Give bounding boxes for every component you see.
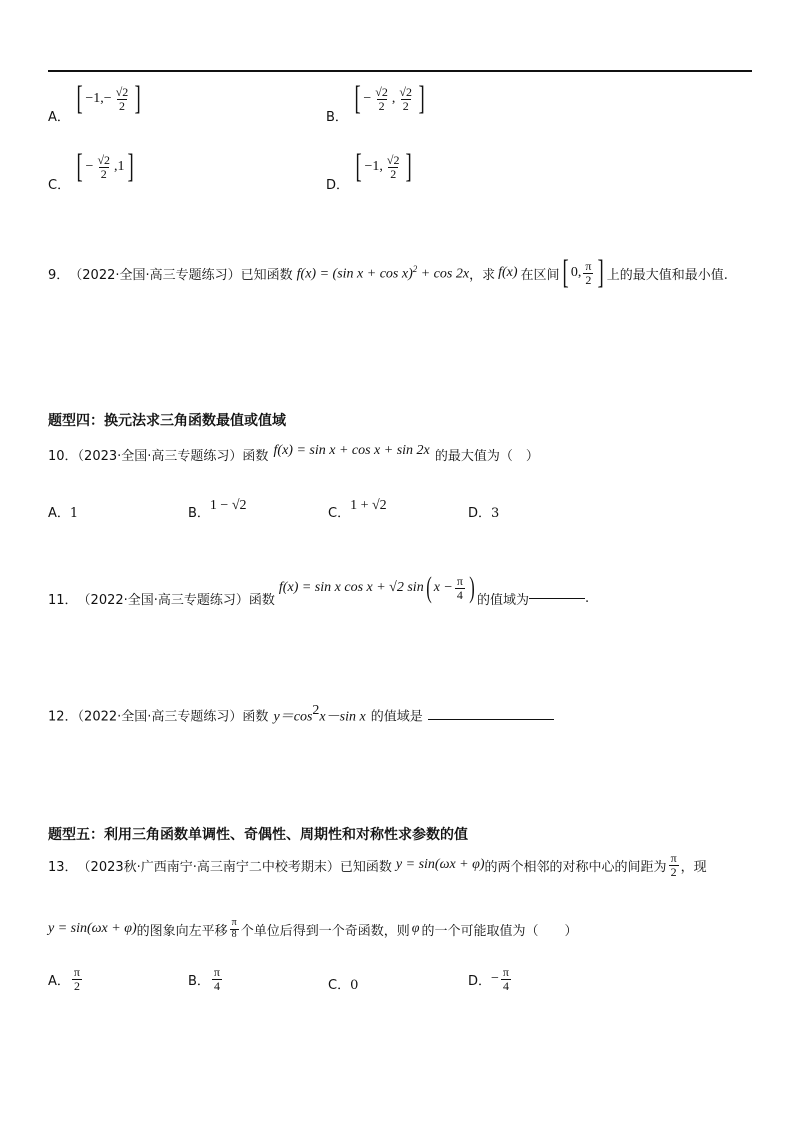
q8-option-c: C． [ − $\frac{√2}{2}$ ,1 ] (48, 148, 134, 193)
fraction: $\frac{\pi}{2}$ (670, 851, 677, 879)
q13-option-b: B． $\frac{\pi}{4}$ (188, 965, 220, 993)
fraction: $\frac{\pi}{2}$ (585, 258, 592, 287)
q13-option-d: D． − $\frac{\pi}{4}$ (468, 965, 509, 993)
question-9: 9． （2022·全国·高三专题练习） 已知函数 f(x) = (sin x + cos x)$^2$ + cos 2x ，求 f(x) 在区间 [ 0, $\frac{\pi}{2}$ ] 上的最大值和最小值. (48, 254, 728, 291)
question-13: 13． （2023秋·广西南宁·高三南宁二中校考期末） 已知函数 y = sin(ωx + φ) 的两个相邻的对称中心的间距为 $\frac{\pi}{2}$ ，现 (48, 851, 707, 879)
fraction: $\frac{√2}{2}$ (375, 84, 388, 113)
q10-option-a: A．1 (48, 506, 79, 521)
section-heading-4: 题型四：换元法求三角函数最值或值域 (48, 413, 286, 429)
q10-option-d: D．3 (468, 506, 500, 521)
q8-option-d: D． [ −1, $\frac{√2}{2}$ ] (326, 148, 413, 193)
fraction: $\frac{\pi}{4}$ (502, 965, 509, 993)
question-12: 12．（2022·全国·高三专题练习）函数 $y=\cos^2x-\sin$ x 的值域是 (48, 703, 554, 725)
fraction: $\frac{√2}{2}$ (97, 152, 111, 181)
question-10: 10．（2023·全国·高三专题练习）函数 f(x) = sin x + cos x + sin 2x 的最大值为（ ） (48, 443, 539, 464)
q8-option-a: A． [ −1, − $\frac{√2}{2}$ ] (48, 80, 142, 125)
fraction: $\frac{√2}{2}$ (399, 84, 412, 113)
header-rule (48, 70, 752, 72)
q13-option-c: C．0 (328, 978, 359, 993)
fraction: $\frac{\pi}{4}$ (456, 573, 463, 602)
q10-option-c: C．1 + √2 (328, 498, 387, 521)
q8-option-b: B． [ − $\frac{√2}{2}$ , $\frac{√2}{2}$ ] (326, 80, 425, 125)
fraction: $\frac{\pi}{2}$ (73, 965, 80, 993)
q13-option-a: A． $\frac{\pi}{2}$ (48, 965, 80, 993)
answer-blank[interactable] (529, 598, 585, 599)
q10-option-b: B．1 − √2 (188, 498, 247, 521)
fraction: $\frac{\pi}{8}$ (231, 917, 237, 940)
fraction: $\frac{√2}{2}$ (386, 152, 400, 181)
section-heading-5: 题型五：利用三角函数单调性、奇偶性、周期性和对称性求参数的值 (48, 827, 468, 843)
fraction: $\frac{\pi}{4}$ (213, 965, 220, 993)
answer-blank[interactable] (428, 719, 554, 720)
fraction: $\frac{√2}{2}$ (115, 84, 129, 113)
question-13-line-2: y = sin(ωx + φ) 的图象向左平移 $\frac{\pi}{8}$ 个单位后得到一个奇函数，则 φ 的一个可能取值为（ ） (48, 917, 578, 940)
question-11: 11． （2022·全国·高三专题练习） 函数 f(x) = sin x cos x + √2 sin ( x − $\frac{\pi}{4}$ ) 的值域为 . (48, 571, 590, 608)
